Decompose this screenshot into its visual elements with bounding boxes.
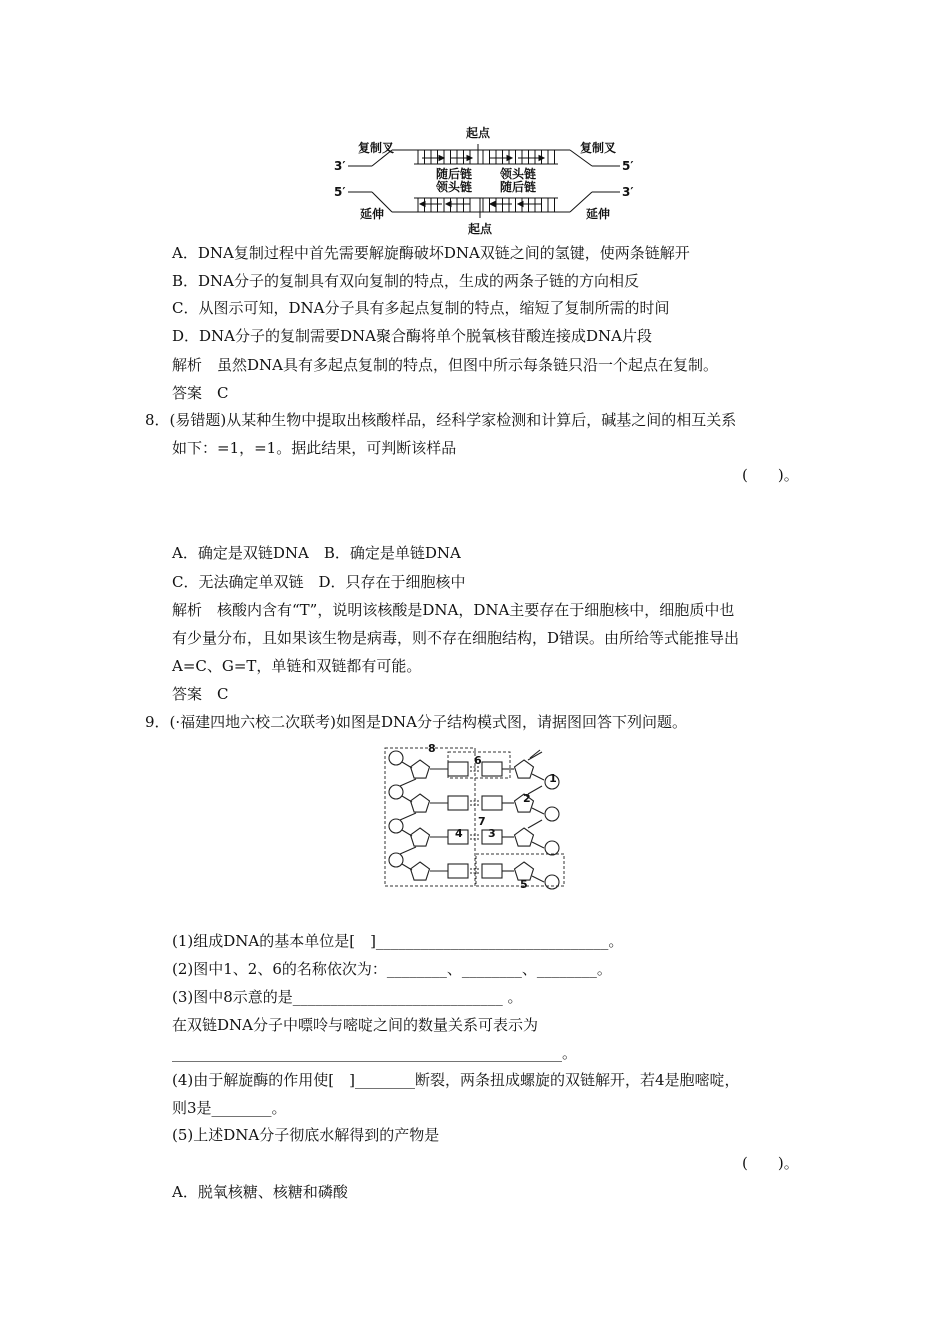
- phosphate-circle: [389, 853, 403, 867]
- backbone-bond: [532, 876, 544, 882]
- label-4: 4: [455, 827, 463, 840]
- q7-option-b: B．DNA分子的复制具有双向复制的特点，生成的两条子链的方向相反: [172, 272, 640, 290]
- backbone-bond: [400, 847, 416, 854]
- deoxyribose-pentagon: [411, 794, 430, 812]
- q9-sub3-blank: ____________________________________________________。: [172, 1044, 578, 1062]
- extend-label-left: 延伸: [360, 207, 385, 221]
- q8-answer-paren: ( )。: [742, 466, 799, 484]
- phosphate-circle: [545, 875, 559, 889]
- end-label-5-bottom-left: 5′: [334, 185, 346, 199]
- q9-sub4-line1: (4)由于解旋酶的作用使[ ]________断裂，两条扭成螺旋的双链解开，若4是胞嘧啶，: [172, 1071, 740, 1089]
- q7-option-d: D．DNA分子的复制需要DNA聚合酶将单个脱氧核苷酸连接成DNA片段: [172, 327, 652, 345]
- q9-stem: 9．(·福建四地六校二次联考)如图是DNA分子结构模式图，请据图回答下列问题。: [145, 713, 688, 731]
- end-label-3-top-left: 3′: [334, 159, 346, 173]
- q9-sub3-line2: 在双链DNA分子中嘌呤与嘧啶之间的数量关系可表示为: [172, 1016, 538, 1034]
- origin-label-bottom: 起点: [467, 222, 493, 235]
- q7-answer: 答案 C: [172, 384, 229, 402]
- q9-sub5-option-a: A．脱氧核糖、核糖和磷酸: [172, 1183, 348, 1201]
- q9-sub1: (1)组成DNA的基本单位是[ ]_______________________________。: [172, 932, 624, 950]
- end-label-5-top-right: 5′: [622, 159, 634, 173]
- replication-figure: [330, 120, 640, 235]
- base-box: [448, 796, 468, 810]
- q9-sub5: (5)上述DNA分子彻底水解得到的产物是: [172, 1126, 440, 1144]
- fork-label-right: 复制叉: [580, 141, 617, 155]
- label-3: 3: [488, 827, 496, 840]
- backbone-bond: [528, 752, 542, 760]
- backbone-bond: [400, 813, 416, 820]
- q9-sub5-paren: ( )。: [742, 1154, 799, 1172]
- q8-stem-line1: 8．(易错题)从某种生物中提取出核酸样品，经科学家检测和计算后，碱基之间的相互关系: [145, 411, 737, 429]
- phosphate-circle: [545, 841, 559, 855]
- q8-options-ab: A．确定是双链DNA B．确定是单链DNA: [172, 544, 461, 562]
- q8-answer: 答案 C: [172, 685, 229, 703]
- phosphate-circle: [389, 785, 403, 799]
- q7-option-c: C．从图示可知，DNA分子具有多起点复制的特点，缩短了复制所需的时间: [172, 299, 670, 317]
- deoxyribose-pentagon: [515, 828, 534, 846]
- label-2: 2: [523, 792, 531, 805]
- q9-sub2: (2)图中1、2、6的名称依次为：________、________、________。: [172, 960, 612, 978]
- origin-label-top: 起点: [465, 126, 491, 140]
- backbone-bond: [528, 820, 542, 828]
- q8-analysis-line3: A=C、G=T，单链和双链都有可能。: [172, 657, 422, 675]
- label-1: 1: [549, 772, 557, 785]
- label-6: 6: [474, 754, 482, 767]
- q8-stem-line2: 如下：=1，=1。据此结果，可判断该样品: [172, 439, 457, 457]
- base-box: [448, 762, 468, 776]
- phosphate-circle: [545, 807, 559, 821]
- deoxyribose-pentagon: [411, 760, 430, 778]
- q9-sub3: (3)图中8示意的是____________________________ 。: [172, 988, 523, 1006]
- backbone-bond: [532, 808, 544, 814]
- base-box: [482, 796, 502, 810]
- q9-sub4-line2: 则3是________。: [172, 1099, 287, 1117]
- label-5: 5: [520, 878, 528, 890]
- label-7: 7: [478, 815, 486, 828]
- q8-analysis-line2: 有少量分布，且如果该生物是病毒，则不存在细胞结构，D错误。由所给等式能推导出: [172, 629, 740, 647]
- base-box: [482, 864, 502, 878]
- base-box: [448, 864, 468, 878]
- lagging-label-top: 随后链: [435, 167, 473, 181]
- backbone-bond: [532, 774, 544, 780]
- end-label-3-bottom-right: 3′: [622, 185, 634, 199]
- lagging-label-bottom: 随后链: [499, 180, 537, 194]
- deoxyribose-pentagon: [515, 760, 534, 778]
- phosphate-circle: [389, 751, 403, 765]
- extend-label-right: 延伸: [586, 207, 611, 221]
- q8-options-cd: C．无法确定单双链 D．只存在于细胞核中: [172, 573, 466, 591]
- backbone-bond: [400, 779, 416, 786]
- base-box: [482, 762, 502, 776]
- backbone-bond: [532, 842, 544, 848]
- q7-analysis: 解析 虽然DNA具有多起点复制的特点，但图中所示每条链只沿一个起点在复制。: [172, 356, 718, 374]
- deoxyribose-pentagon: [411, 862, 430, 880]
- deoxyribose-pentagon: [411, 828, 430, 846]
- leading-label-bottom: 领头链: [435, 180, 473, 194]
- label-8: 8: [428, 742, 436, 755]
- phosphate-circle: [389, 819, 403, 833]
- leading-label-top: 领头链: [499, 167, 537, 181]
- fork-label-left: 复制叉: [358, 141, 395, 155]
- q7-option-a: A．DNA复制过程中首先需要解旋酶破坏DNA双链之间的氢键，使两条链解开: [172, 244, 690, 262]
- dna-structure-figure: [380, 742, 570, 890]
- q8-analysis-line1: 解析 核酸内含有“T”，说明该核酸是DNA，DNA主要存在于细胞核中，细胞质中也: [172, 601, 735, 619]
